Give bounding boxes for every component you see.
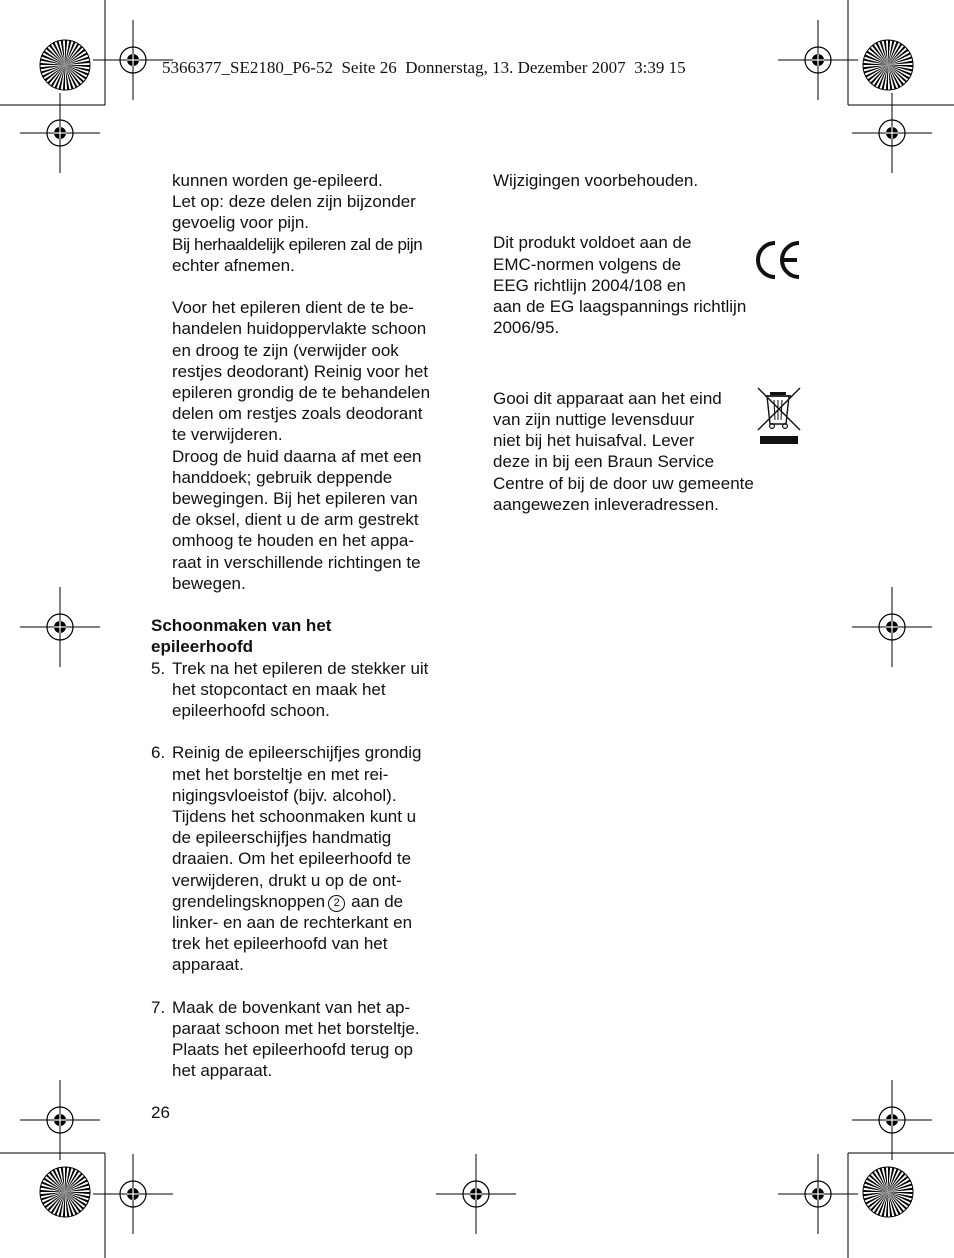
text-line: draaien. Om het epileerhoofd te [172, 849, 412, 869]
step-6 [151, 742, 461, 975]
text-line: de oksel, dient u de arm gestrekt [172, 510, 419, 530]
text-line: raat in verschillende richtingen te [172, 552, 421, 572]
registration-mark-icon [778, 1154, 858, 1234]
intro-paragraph [151, 170, 461, 276]
text-line: epileerhoofd schoon. [172, 701, 330, 721]
print-header: 5366377_SE2180_P6-52 Seite 26 Donnerstag, 13. Dezember 2007 3:39 15 [162, 58, 686, 77]
text-line: delen om restjes zoals deodorant [172, 404, 423, 424]
text-line: aangewezen inleveradressen. [493, 494, 719, 514]
registration-mark-icon [852, 587, 932, 667]
text-line: bewegingen. Bij het epileren van [172, 489, 418, 509]
heading-line: epileerhoofd [151, 637, 254, 657]
starburst-target-icon [863, 1167, 913, 1217]
text-line: omhoog te houden en het appa- [172, 531, 414, 551]
registration-mark-icon [778, 20, 858, 100]
text-line: aan de EG laagspannings richtlijn [493, 297, 747, 316]
text-line: Centre of bij de door uw gemeente [493, 473, 754, 493]
preparation-paragraph [151, 297, 461, 594]
text-line: deze in bij een Braun Service [493, 452, 715, 472]
text-fragment: grendelingsknoppen [172, 891, 326, 911]
text-line: bewegen. [172, 573, 246, 593]
text-line: EMC-normen volgens de [493, 254, 682, 274]
heading-line: Schoonmaken van het [151, 616, 332, 636]
text-line: Voor het epileren dient de te be- [172, 298, 414, 318]
text-line: Reinig de epileerschijfjes grondig [172, 743, 422, 763]
text-line: paraat schoon met het borsteltje. [172, 1019, 420, 1039]
text-line: Let op: deze delen zijn bijzonder [172, 192, 416, 212]
step-7 [151, 997, 461, 1082]
text-line: Trek na het epileren de stekker uit [172, 658, 429, 678]
text-fragment: aan de [351, 891, 404, 911]
page-number: 26 [151, 1103, 170, 1122]
text-line: EEG richtlijn 2004/108 en [493, 275, 686, 295]
text-line: handdoek; gebruik deppende [172, 467, 393, 487]
text-line: kunnen worden ge-epileerd. [172, 171, 383, 190]
text-line: gevoelig voor pijn. [172, 213, 310, 233]
changes-notice: Wijzigingen voorbehouden. [493, 171, 699, 190]
text-line: de epileerschijfjes handmatig [172, 828, 392, 848]
text-line: epileren grondig de te behandelen [172, 383, 431, 403]
part-reference-number: 2 [328, 895, 345, 912]
text-line: verwijderen, drukt u op de ont- [172, 870, 402, 890]
text-line: Dit produkt voldoet aan de [493, 233, 692, 253]
ce-paragraph [493, 232, 793, 338]
text-line: en droog te zijn (verwijder ook [172, 340, 399, 360]
registration-mark-icon [20, 1080, 100, 1160]
starburst-target-icon [40, 40, 90, 90]
text-line: Gooi dit apparaat aan het eind [493, 388, 722, 408]
text-line: Plaats het epileerhoofd terug op [172, 1040, 414, 1060]
text-line: restjes deodorant) Reinig voor het [172, 361, 429, 381]
text-line: trek het epileerhoofd van het [172, 934, 388, 954]
registration-mark-icon [20, 587, 100, 667]
text-line: handelen huidoppervlakte schoon [172, 319, 427, 339]
text-line: echter afnemen. [172, 255, 295, 275]
section-heading [151, 615, 461, 657]
text-line: linker- en aan de rechterkant en [172, 913, 413, 933]
text-line: te verwijderen. [172, 425, 283, 445]
step-number: 6. [151, 743, 166, 763]
registration-mark-icon [436, 1154, 516, 1234]
text-line: apparaat. [172, 955, 244, 975]
text-line: Tijdens het schoonmaken kunt u [172, 807, 417, 827]
left-column [151, 170, 461, 1082]
text-line: 2006/95. [493, 318, 560, 338]
text-line: van zijn nuttige levensduur [493, 409, 695, 429]
text-line: met het borsteltje en met rei- [172, 764, 389, 784]
step-number: 7. [151, 997, 166, 1017]
ce-mark-icon [754, 238, 802, 282]
text-line: het apparaat. [172, 1061, 273, 1081]
starburst-target-icon [863, 40, 913, 90]
text-line: Droog de huid daarna af met een [172, 446, 422, 466]
text-line: niet bij het huisafval. Lever [493, 431, 695, 451]
step-5 [151, 658, 461, 722]
disposal-paragraph [493, 388, 793, 515]
text-line: Bij herhaaldelijk epileren zal de pijn [172, 234, 423, 254]
starburst-target-icon [40, 1167, 90, 1217]
text-line: nigingsvloeistof (bijv. alcohol). [172, 785, 397, 805]
text-line: Maak de bovenkant van het ap- [172, 997, 411, 1017]
right-column [493, 170, 793, 515]
registration-mark-icon [852, 1080, 932, 1160]
crossed-out-bin-icon [756, 386, 802, 448]
step-number: 5. [151, 658, 166, 678]
text-line: het stopcontact en maak het [172, 679, 386, 699]
text-line-with-reference [172, 891, 461, 912]
